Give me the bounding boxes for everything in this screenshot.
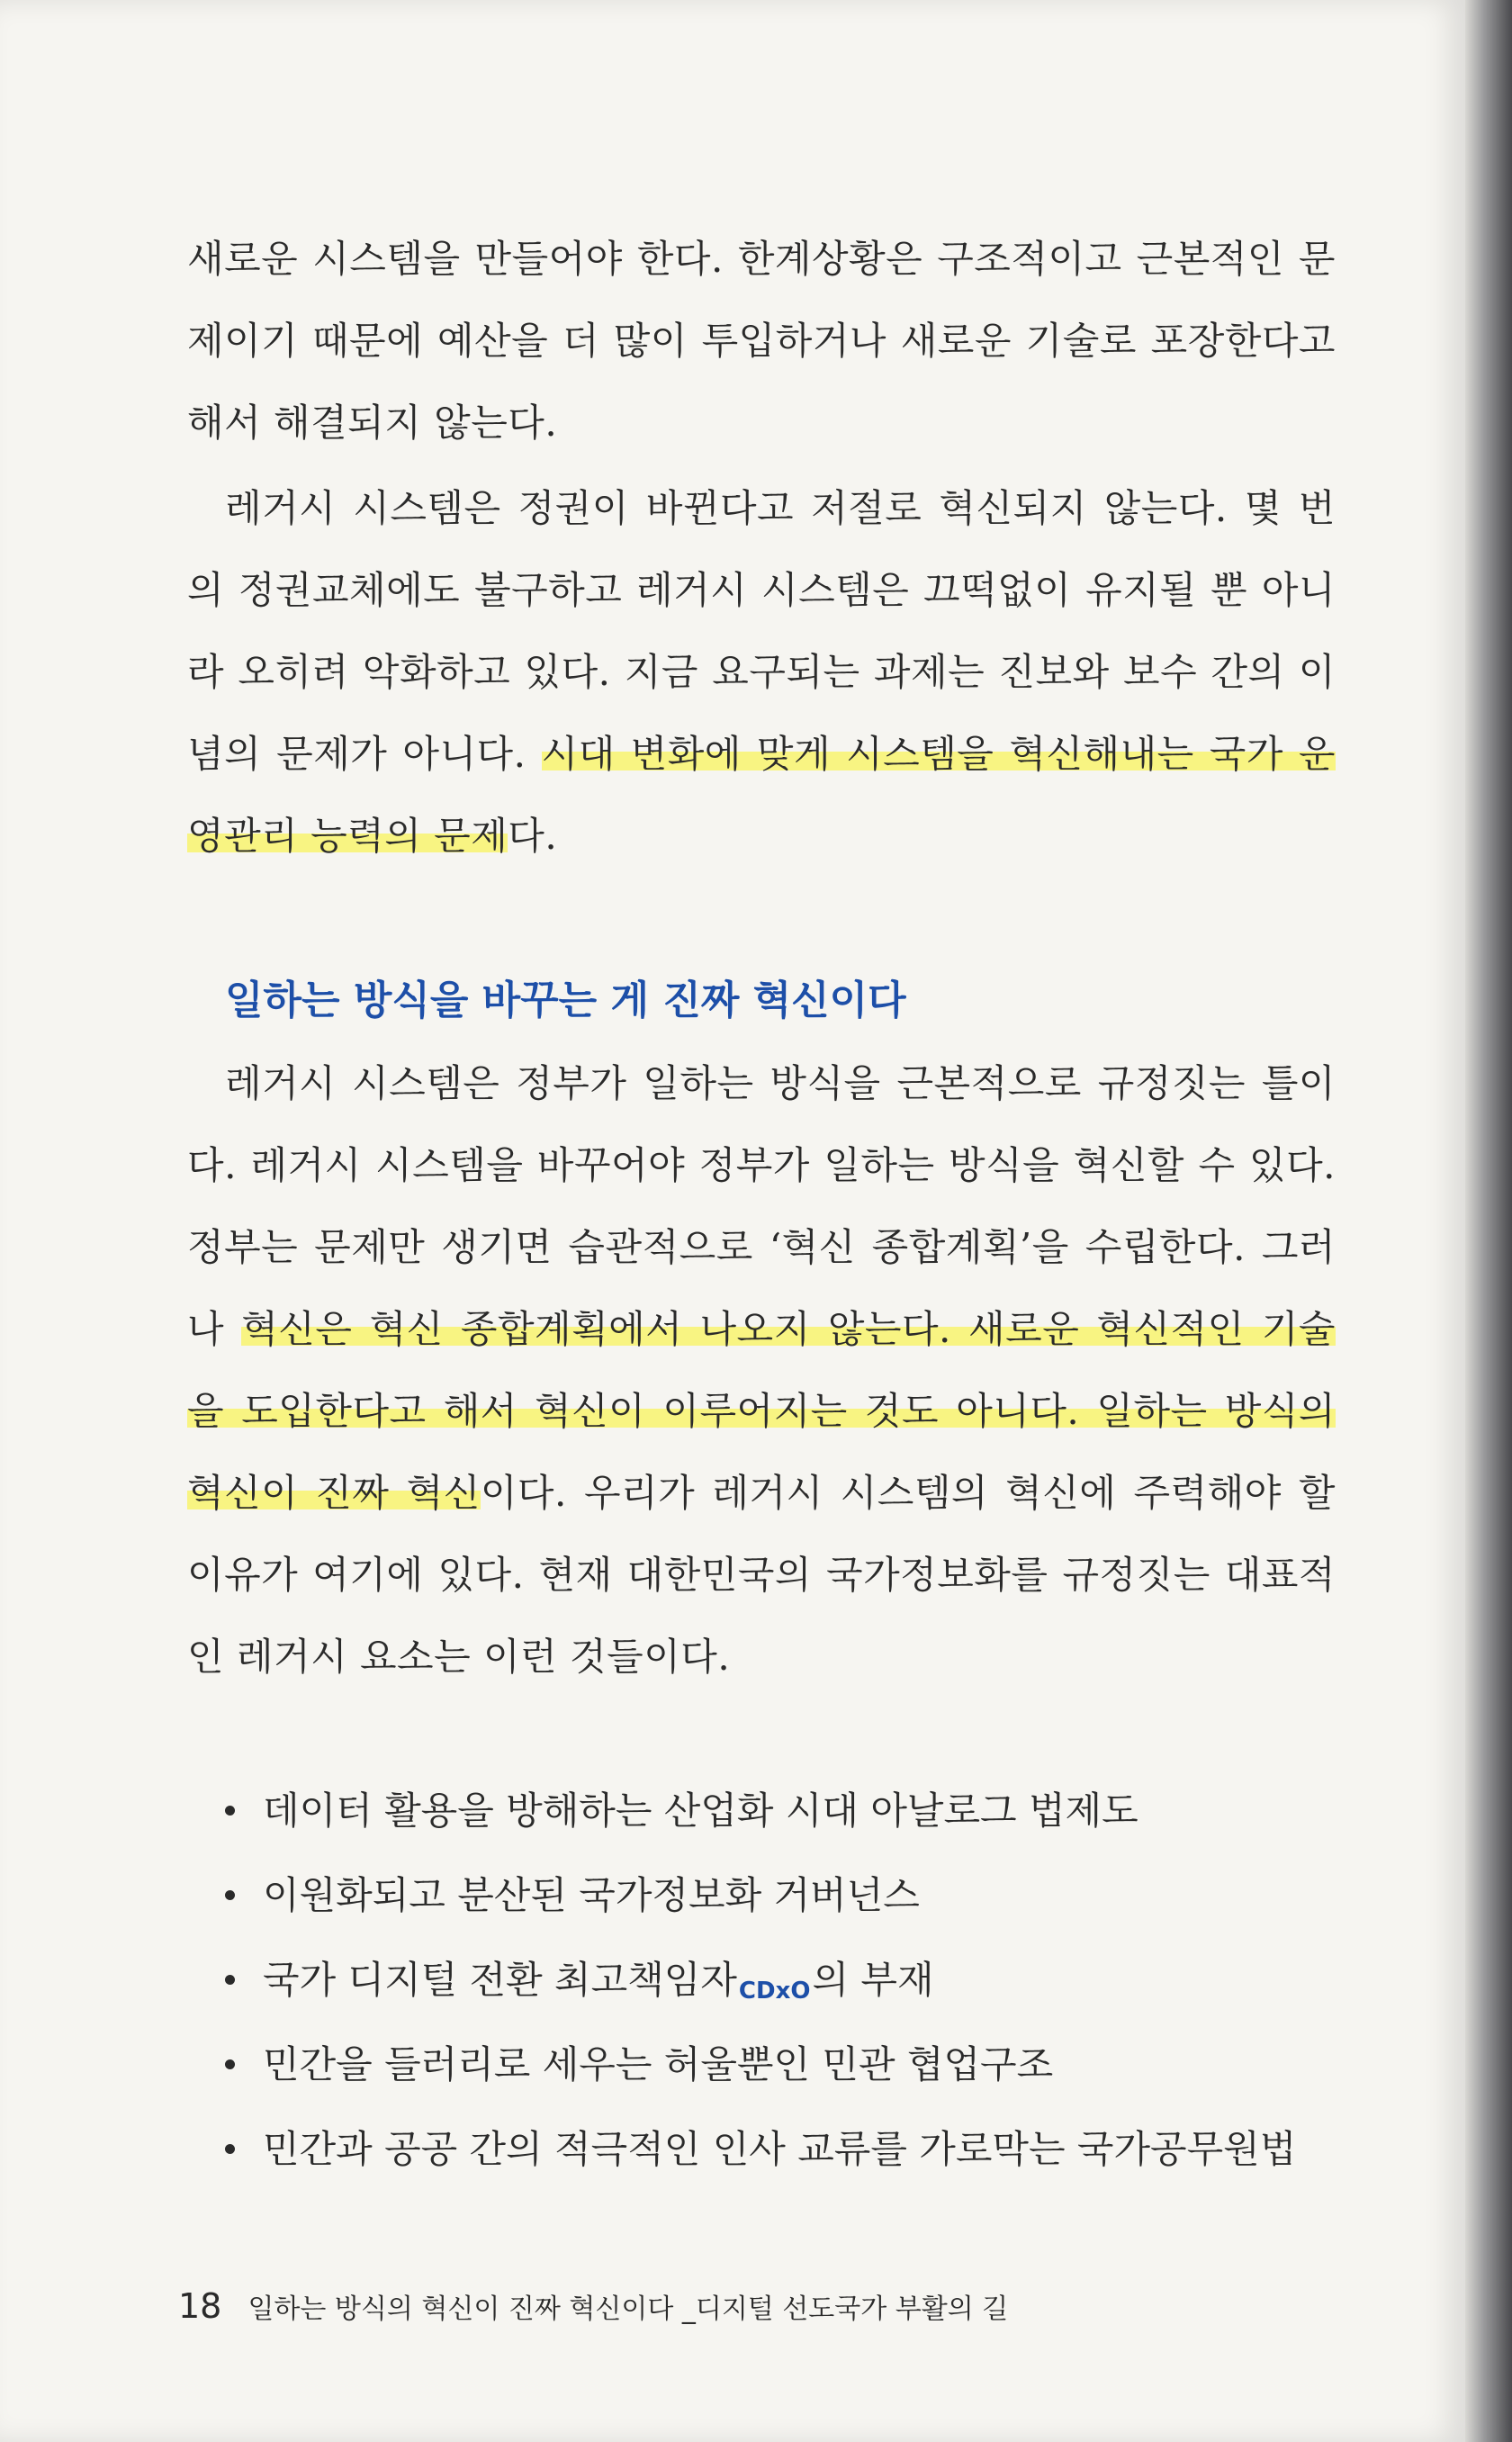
highlighted-text: 영관리 능력의 문제: [187, 814, 508, 858]
text-line: [187, 1534, 1336, 1616]
list-item: 민간을 들러리로 세우는 허울뿐인 민관 협업구조: [225, 2036, 1296, 2121]
text-line: [187, 300, 1336, 382]
text-line: [187, 1206, 1336, 1288]
text-segment: 념의 문제가 아니다.: [187, 732, 542, 776]
highlighted-text: 을 도입한다고 해서 혁신이 이루어지는 것도 아니다. 일하는 방식의: [187, 1389, 1336, 1433]
text-segment: 인 레거시 요소는 이런 것들이다.: [187, 1635, 731, 1679]
text-segment: 레거시 시스템은 정권이 바뀐다고 저절로 혁신되지 않는다. 몇 번: [225, 486, 1336, 530]
paragraph-2: [187, 467, 1336, 877]
bullet-icon: [225, 2059, 235, 2069]
text-segment: 새로운 시스템을 만들어야 한다. 한계상황은 구조적이고 근본적인 문: [187, 237, 1336, 281]
bullet-icon: [225, 1975, 235, 1985]
list-item: 국가 디지털 전환 최고책임자$_{CDxO}$의 부재: [225, 1951, 1296, 2036]
paragraph-1: [187, 218, 1336, 464]
text-line: [187, 795, 1336, 877]
text-line: [187, 1616, 1336, 1698]
list-item: 이원화되고 분산된 국가정보화 거버넌스: [225, 1867, 1296, 1951]
text-segment: 다. 레거시 시스템을 바꾸어야 정부가 일하는 방식을 혁신할 수 있다.: [187, 1143, 1336, 1187]
text-line: [187, 1042, 1336, 1124]
text-line: [187, 467, 1336, 549]
text-segment: 나: [187, 1307, 242, 1351]
text-line: [187, 713, 1336, 795]
text-line: [187, 1288, 1336, 1370]
text-segment: 레거시 시스템은 정부가 일하는 방식을 근본적으로 규정짓는 틀이: [225, 1061, 1336, 1105]
paragraph-3: [187, 1042, 1336, 1698]
text-segment: 제이기 때문에 예산을 더 많이 투입하거나 새로운 기술로 포장한다고: [187, 319, 1336, 363]
text-segment: 해서 해결되지 않는다.: [187, 401, 558, 445]
page-edge: [1465, 0, 1512, 2442]
text-segment: 이다. 우리가 레거시 시스템의 혁신에 주력해야 할: [480, 1471, 1336, 1515]
page-number: 18: [178, 2286, 222, 2326]
page-footer: [178, 2286, 1008, 2326]
highlighted-text: 혁신은 혁신 종합계획에서 나오지 않는다. 새로운 혁신적인 기술: [241, 1307, 1336, 1351]
text-line: [187, 1452, 1336, 1534]
text-segment: 의 정권교체에도 불구하고 레거시 시스템은 끄떡없이 유지될 뿐 아니: [187, 568, 1336, 612]
text-segment: 라 오히려 악화하고 있다. 지금 요구되는 과제는 진보와 보수 간의 이: [187, 650, 1336, 694]
bullet-icon: [225, 2144, 235, 2154]
text-segment: 정부는 문제만 생기면 습관적으로 ‘혁신 종합계획’을 수립한다. 그러: [187, 1225, 1336, 1269]
list-item: 민간과 공공 간의 적극적인 인사 교류를 가로막는 국가공무원법: [225, 2121, 1296, 2205]
text-segment: 다.: [508, 814, 558, 858]
cdxo-subscript: CDxO: [738, 1978, 811, 2005]
highlighted-text: 시대 변화에 맞게 시스템을 혁신해내는 국가 운: [541, 732, 1336, 776]
text-segment: 이유가 여기에 있다. 현재 대한민국의 국가정보화를 규정짓는 대표적: [187, 1553, 1336, 1597]
text-line: [187, 1370, 1336, 1452]
text-line: [187, 631, 1336, 713]
running-title: 일하는 방식의 혁신이 진짜 혁신이다 _디지털 선도국가 부활의 길: [248, 2293, 1009, 2325]
text-line: [187, 1124, 1336, 1206]
legacy-elements-list: [225, 1782, 1296, 2205]
bullet-icon: [225, 1890, 235, 1900]
text-line: [187, 218, 1336, 300]
bullet-icon: [225, 1806, 235, 1816]
section-heading: 일하는 방식을 바꾸는 게 진짜 혁신이다: [225, 978, 906, 1023]
highlighted-text: 혁신이 진짜 혁신: [187, 1471, 481, 1515]
list-item: 데이터 활용을 방해하는 산업화 시대 아날로그 법제도: [225, 1782, 1296, 1867]
text-line: [187, 382, 1336, 464]
text-line: [187, 549, 1336, 631]
